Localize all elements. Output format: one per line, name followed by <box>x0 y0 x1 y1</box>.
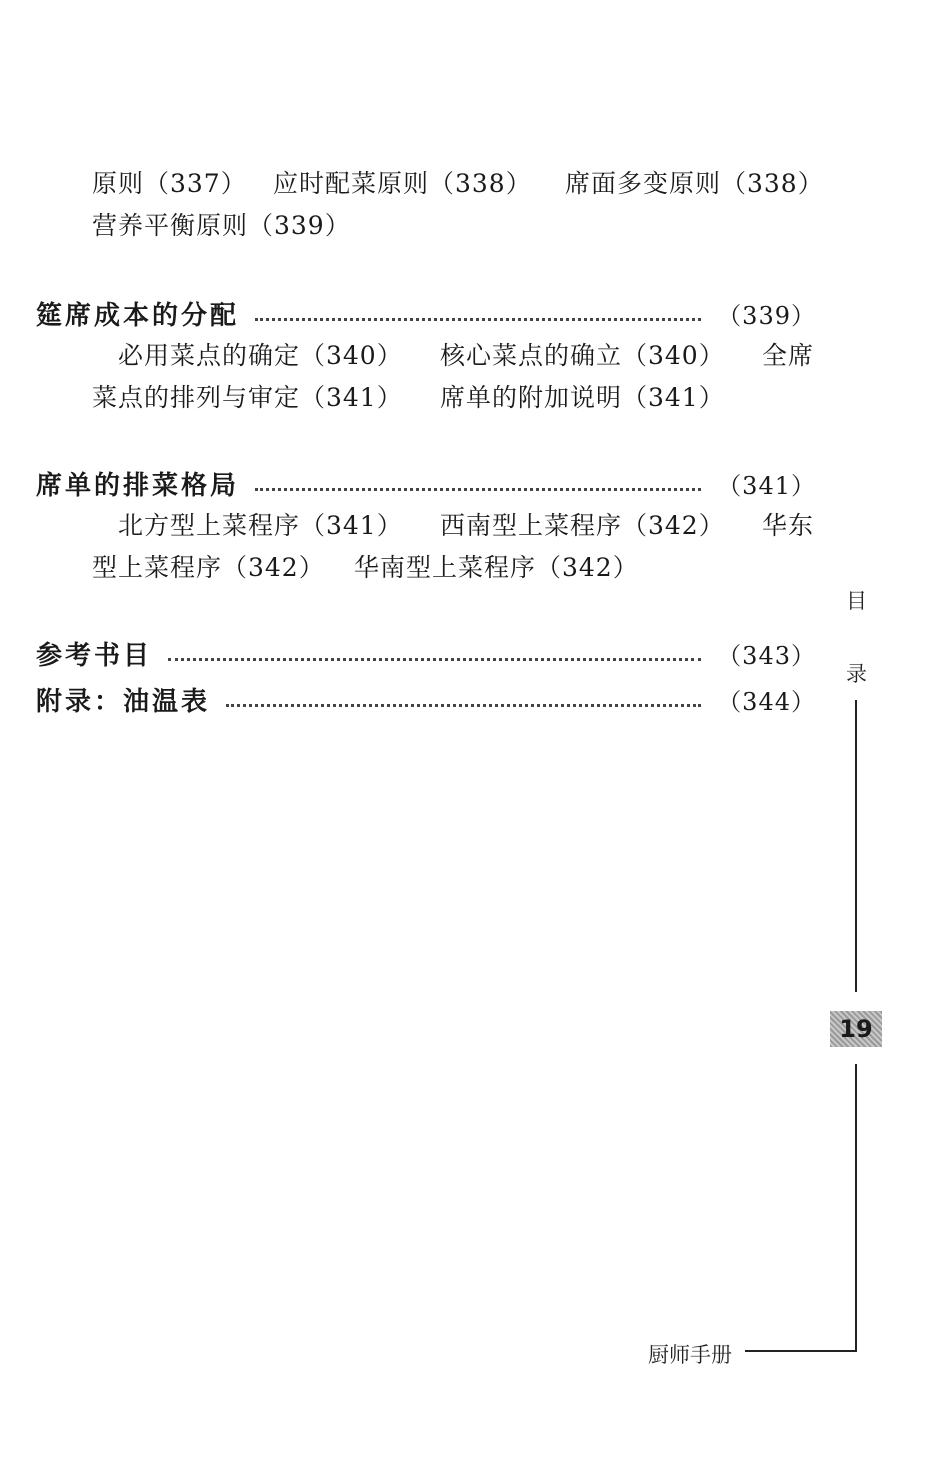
toc-subentry: 原则（337） <box>92 169 247 198</box>
section-title: 参考书目 <box>36 640 153 671</box>
page-ref: （343） <box>717 641 816 670</box>
toc-subentry: 菜点的排列与审定（341） <box>92 383 403 412</box>
toc-subentry: 华东 <box>762 511 815 540</box>
toc-section <box>36 297 816 329</box>
margin-rule <box>855 700 857 992</box>
toc-subline <box>273 171 532 196</box>
toc-subline <box>565 171 824 196</box>
section-title: 席单的排菜格局 <box>36 470 240 501</box>
section-title: 筵席成本的分配 <box>36 300 240 331</box>
leader-dots <box>226 704 701 707</box>
leader-dots <box>255 318 701 321</box>
toc-subentry: 席面多变原则（338） <box>565 169 824 198</box>
toc-subentry: 型上菜程序（342） <box>92 553 325 582</box>
toc-subentry: 必用菜点的确定（340） <box>118 341 403 370</box>
side-label-char: 目 <box>846 589 867 613</box>
toc-subentry: 营养平衡原则（339） <box>92 211 351 240</box>
leader-dots <box>255 488 701 491</box>
toc-section <box>36 637 816 669</box>
toc-subentry: 西南型上菜程序（342） <box>440 511 725 540</box>
side-label-char: 录 <box>846 662 867 686</box>
toc-subentry: 北方型上菜程序（341） <box>118 511 403 540</box>
margin-rule <box>855 1064 857 1352</box>
leader-dots <box>168 658 701 661</box>
toc-subentry: 席单的附加说明（341） <box>440 383 725 412</box>
toc-subline <box>92 171 247 196</box>
footer-rule <box>745 1350 857 1352</box>
page-ref: （344） <box>717 687 816 716</box>
running-footer-title: 厨师手册 <box>648 1343 732 1367</box>
toc-subentry: 全席 <box>762 341 815 370</box>
page-number-tab: 19 <box>830 1011 882 1047</box>
toc-subentry: 核心菜点的确立（340） <box>440 341 725 370</box>
toc-subentry: 华南型上菜程序（342） <box>354 553 639 582</box>
section-title: 附录：油温表 <box>36 686 211 717</box>
toc-subline <box>92 213 351 238</box>
page-ref: （341） <box>717 471 816 500</box>
toc-subentry: 应时配菜原则（338） <box>273 169 532 198</box>
toc-section <box>36 467 816 499</box>
page-ref: （339） <box>717 301 816 330</box>
toc-section <box>36 683 816 715</box>
